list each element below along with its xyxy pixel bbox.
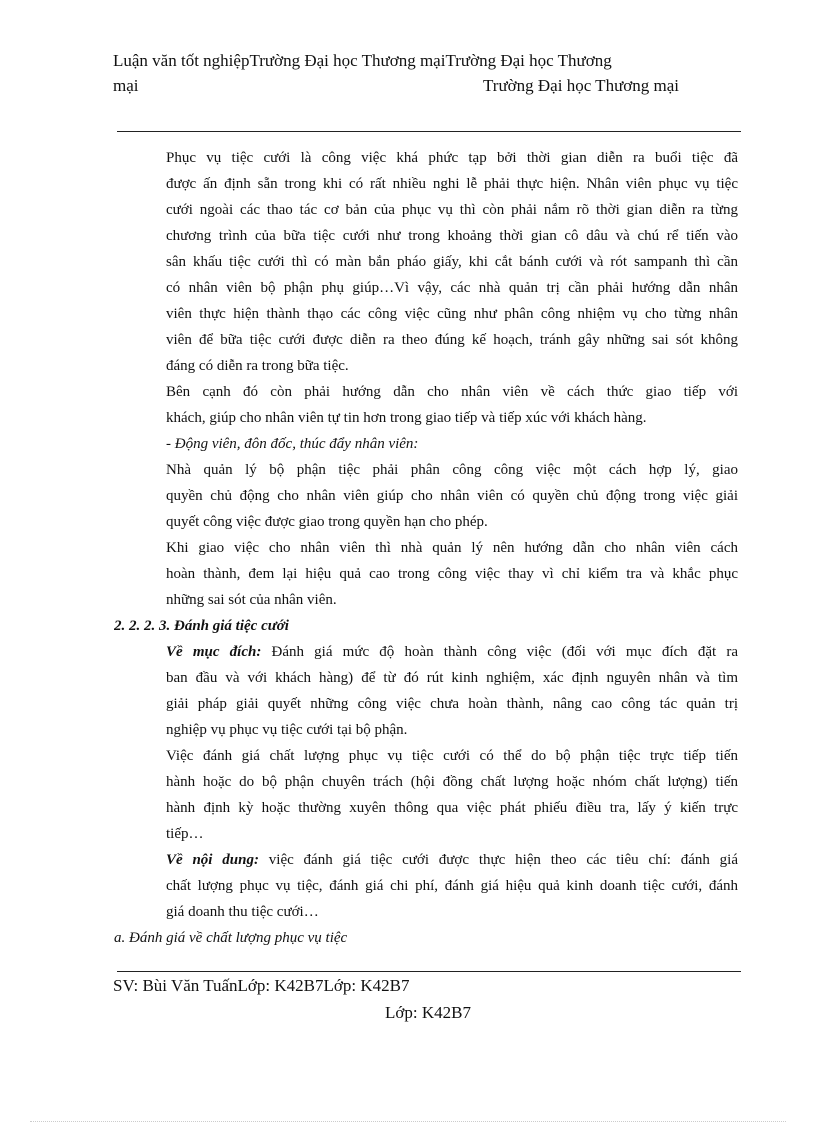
header-line-1: Luận văn tốt nghiệpTrường Đại học Thương mạiTrường Đại học Thương — [113, 51, 612, 70]
paragraph-3 — [114, 431, 738, 457]
text-line: quyết công việc được giao trong quyền hạn cho phép. — [166, 514, 488, 530]
paragraph-2 — [114, 379, 738, 431]
header-line-2-left: mại — [113, 76, 139, 95]
text-line: Khi giao việc cho nhân viên thì nhà quản lý nên hướng dẫn cho nhân viên cách — [166, 540, 738, 556]
header-line-2-right: Trường Đại học Thương mại — [483, 76, 680, 95]
text-line: cưới ngoài các thao tác cơ bản của phục vụ thì còn phải nắm rõ thời gian diễn ra từng — [166, 202, 738, 218]
text-line: đáng có diễn ra trong bữa tiệc. — [166, 358, 349, 374]
text-line: chất lượng phục vụ tiệc, đánh giá chi phí, đánh giá hiệu quả kinh doanh tiệc cưới, đánh — [166, 878, 738, 894]
paragraph-7 — [114, 743, 738, 847]
text-line: viên để bữa tiệc cưới được diễn ra theo đúng kế hoạch, tránh gây những sai sót không — [166, 332, 738, 348]
text-line: giá doanh thu tiệc cưới… — [166, 904, 319, 920]
label-content: Về nội dung: — [166, 852, 259, 868]
text-line: giải pháp giải quyết những công việc chưa hoàn thành, nâng cao công tác quản trị — [166, 696, 738, 712]
page-footer — [113, 972, 753, 1026]
header-rule — [117, 131, 741, 132]
text-line: có nhân viên bộ phận phụ giúp…Vì vậy, các nhà quản trị cần phải hướng dẫn nhân — [166, 280, 738, 296]
header-line-2 — [113, 73, 723, 98]
footer-line-2: Lớp: K42B7 — [385, 1003, 471, 1022]
text-line: quyền chủ động cho nhân viên giúp cho nhân viên có quyền chủ động trong việc giải — [166, 488, 738, 504]
text-line: khách, giúp cho nhân viên tự tin hơn trong giao tiếp và tiếp xúc với khách hàng. — [166, 410, 647, 426]
text-line: Phục vụ tiệc cưới là công việc khá phức tạp bởi thời gian diễn ra buổi tiệc đã — [166, 150, 738, 166]
page-header — [113, 48, 723, 98]
text-line: những sai sót của nhân viên. — [166, 592, 337, 608]
text-line: nghiệp vụ phục vụ tiệc cưới tại bộ phận. — [166, 722, 408, 738]
paragraph-4 — [114, 457, 738, 535]
text-line — [114, 847, 738, 873]
text-line: hành định kỳ hoặc thường xuyên thông qua việc phát phiếu điều tra, lấy ý kiến trực — [166, 800, 738, 816]
subheading-motivation: - Động viên, đôn đốc, thúc đẩy nhân viên: — [166, 436, 419, 452]
paragraph-5 — [114, 535, 738, 613]
document-body — [114, 145, 738, 951]
text-line: hoàn thành, đem lại hiệu quả cao trong công việc thay vì chỉ kiểm tra và khắc phục — [166, 566, 738, 582]
page-edge-dots — [30, 1121, 786, 1122]
text-line: hành hoặc do bộ phận chuyên trách (hội đồng chất lượng hoặc nhóm chất lượng) tiến — [166, 774, 738, 790]
section-heading — [114, 613, 738, 639]
text-line: viên thực hiện thành thạo các công việc cũng như phân công nhiệm vụ cho từng nhân — [166, 306, 738, 322]
footer-line-1: SV: Bùi Văn TuấnLớp: K42B7Lớp: K42B7 — [113, 976, 410, 995]
text-line — [114, 639, 738, 665]
text-line: sân khấu tiệc cưới thì có màn bắn pháo giấy, khi cắt bánh cưới và rót sampanh thì cần — [166, 254, 738, 270]
text-run: Đánh giá mức độ hoàn thành công việc (đối với mục đích đặt ra — [261, 644, 738, 660]
text-line: chương trình của bữa tiệc cưới như trong khoảng thời gian cô dâu và chú rể tiến vào — [166, 228, 738, 244]
text-line: Nhà quản lý bộ phận tiệc phải phân công công việc một cách hợp lý, giao — [166, 462, 738, 478]
paragraph-1 — [114, 145, 738, 379]
text-run: việc đánh giá tiệc cưới được thực hiện theo các tiêu chí: đánh giá — [258, 852, 738, 868]
text-line: tiếp… — [166, 826, 204, 842]
paragraph-6 — [114, 639, 738, 743]
text-line: được ấn định sẵn trong khi có rất nhiều nghi lễ phải thực hiện. Nhân viên phục vụ tiệc — [166, 176, 738, 192]
subheading-quality: a. Đánh giá về chất lượng phục vụ tiệc — [114, 930, 348, 946]
text-line: Bên cạnh đó còn phải hướng dẫn cho nhân viên về cách thức giao tiếp với — [166, 384, 738, 400]
paragraph-8 — [114, 847, 738, 925]
text-line: Việc đánh giá chất lượng phục vụ tiệc cưới có thể do bộ phận tiệc trực tiếp tiến — [166, 748, 738, 764]
text-line: ban đầu và với khách hàng) để từ đó rút kinh nghiệm, xác định nguyên nhân và tìm — [166, 670, 738, 686]
paragraph-9 — [114, 925, 738, 951]
label-purpose: Về mục đích: — [166, 644, 262, 660]
section-heading-text: 2. 2. 2. 3. Đánh giá tiệc cưới — [114, 618, 289, 634]
